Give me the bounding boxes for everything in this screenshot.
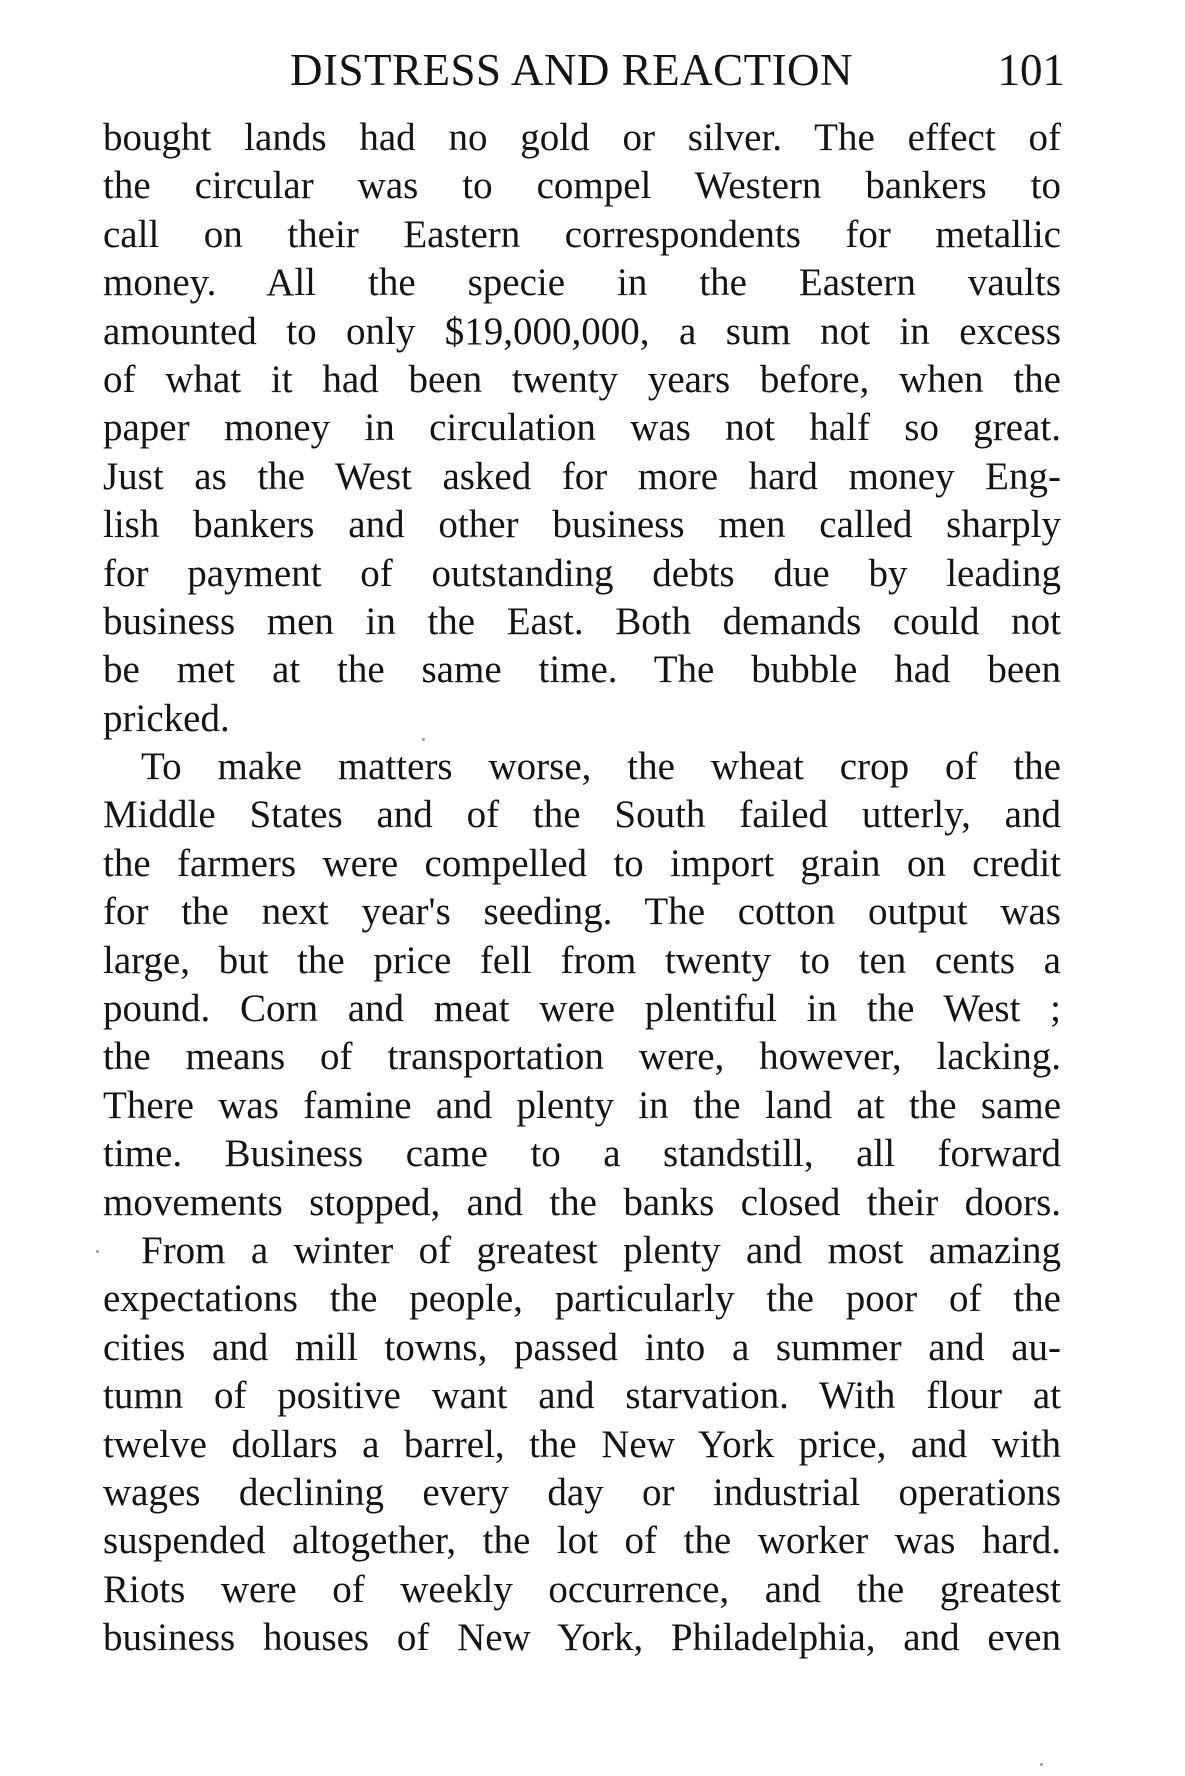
text-line: Just as the West asked for more hard money Eng- — [103, 454, 1061, 498]
body-text — [103, 114, 1061, 1663]
text-line: business houses of New York, Philadelphia, and even — [103, 1616, 1061, 1660]
text-line: expectations the people, particularly the poor of the — [103, 1277, 1061, 1321]
scan-speck — [1040, 1763, 1043, 1766]
paragraph-1 — [103, 114, 1061, 743]
text-line: twelve dollars a barrel, the New York price, and with — [103, 1422, 1061, 1466]
text-line: the means of transportation were, however, lacking. — [103, 1035, 1061, 1079]
text-line: for payment of outstanding debts due by leading — [103, 551, 1061, 595]
text-line: the circular was to compel Western bankers to — [103, 164, 1061, 208]
text-line: tumn of positive want and starvation. With flour at — [103, 1374, 1061, 1418]
text-line: business men in the East. Both demands could not — [103, 599, 1061, 643]
paragraph-3 — [103, 1227, 1061, 1663]
text-line: for the next year's seeding. The cotton output was — [103, 890, 1061, 934]
page-header — [290, 40, 1065, 100]
text-line: There was famine and plenty in the land at the same — [103, 1083, 1061, 1127]
text-line: money. All the specie in the Eastern vaults — [103, 261, 1061, 305]
text-line: large, but the price fell from twenty to ten cents a — [103, 938, 1061, 982]
text-line: time. Business came to a standstill, all forward — [103, 1132, 1061, 1176]
text-line: the farmers were compelled to import grain on credit — [103, 841, 1061, 885]
text-line: Riots were of weekly occurrence, and the greatest — [103, 1567, 1061, 1611]
scan-speck — [96, 1250, 99, 1253]
text-line: call on their Eastern correspondents for metallic — [103, 212, 1061, 256]
text-line: From a winter of greatest plenty and most amazing — [141, 1228, 1061, 1272]
text-line: movements stopped, and the banks closed their doors. — [103, 1180, 1061, 1224]
page-number: 101 — [997, 45, 1065, 95]
paragraph-2 — [103, 743, 1061, 1227]
text-line: suspended altogether, the lot of the worker was hard. — [103, 1519, 1061, 1563]
scan-speck — [422, 738, 425, 741]
text-line: of what it had been twenty years before, when the — [103, 357, 1061, 401]
text-line: pricked. — [103, 696, 230, 740]
text-line: lish bankers and other business men called sharply — [103, 503, 1061, 547]
text-line: bought lands had no gold or silver. The effect of — [103, 116, 1061, 159]
text-line: cities and mill towns, passed into a summer and au- — [103, 1325, 1061, 1369]
text-line: wages declining every day or industrial operations — [103, 1470, 1061, 1514]
running-head: DISTRESS AND REACTION — [290, 45, 854, 95]
text-line: To make matters worse, the wheat crop of the — [141, 745, 1061, 789]
text-line: amounted to only $19,000,000, a sum not in excess — [103, 309, 1061, 353]
text-line: paper money in circulation was not half so great. — [103, 406, 1061, 450]
text-line: pound. Corn and meat were plentiful in the West ; — [103, 987, 1061, 1031]
text-line: Middle States and of the South failed utterly, and — [103, 793, 1061, 837]
text-line: be met at the same time. The bubble had been — [103, 648, 1061, 692]
